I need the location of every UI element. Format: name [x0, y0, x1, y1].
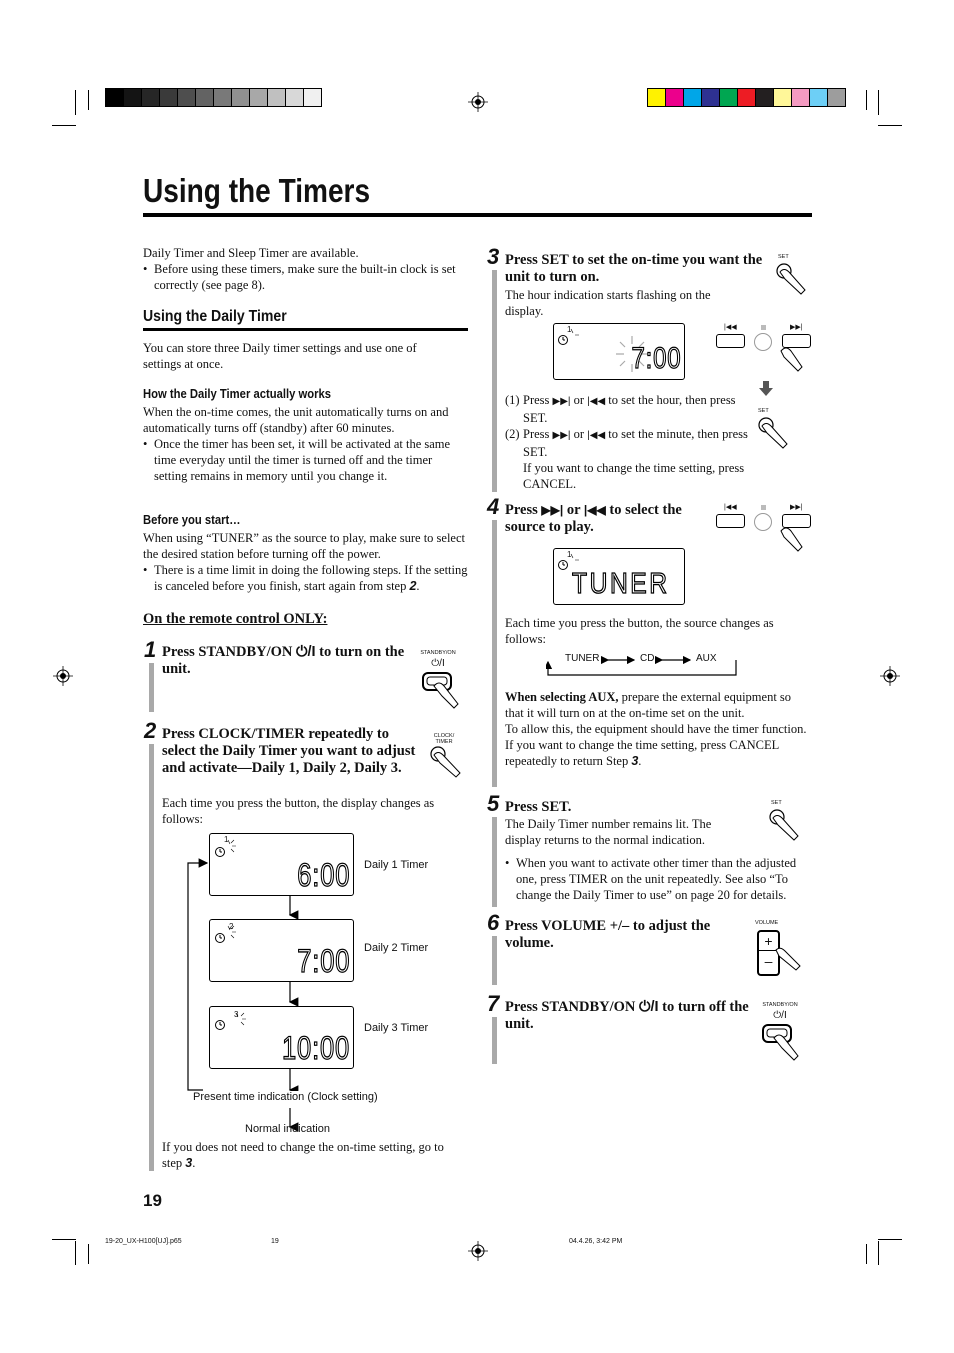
calibration-swatch — [160, 89, 177, 106]
calibration-swatch — [214, 89, 231, 106]
registration-target-icon — [468, 1241, 488, 1261]
display-label-daily-2: Daily 2 Timer — [364, 942, 429, 954]
step-7-title: Press STANDBY/ON ⏻/I to turn off the unit. — [505, 999, 749, 1032]
footer-filename: 19-20_UX-H100[UJ].p65 — [105, 1238, 182, 1245]
hand-press-icon — [772, 261, 808, 297]
calibration-swatch — [792, 89, 809, 106]
standby-on-button[interactable]: STANDBY/ON ⏻/I — [756, 1002, 804, 1064]
volume-button[interactable]: VOLUME + – — [752, 920, 804, 976]
standby-on-button[interactable]: STANDBY/ON ⏻/I — [414, 650, 462, 712]
title-rule — [143, 213, 812, 217]
how-it-works-bullet: • Once the timer has been set, it will be activated at the same time everyday until the timer is turned off and the timer setting remains in memory until you change it. — [143, 436, 468, 484]
previous-button[interactable] — [716, 334, 745, 348]
section-rule — [143, 328, 468, 331]
step-7-bar — [492, 1017, 497, 1064]
calibration-swatch — [286, 89, 303, 106]
lcd-display-daily-2: 2 7:00 — [209, 919, 354, 982]
step-3-text: The hour indication starts flashing on the display. — [505, 288, 711, 318]
skip-buttons-illustration: |◀◀ ▶▶| — [716, 505, 812, 555]
hand-press-icon — [778, 523, 812, 555]
skip-buttons-illustration: |◀◀ ▶▶| — [716, 325, 812, 375]
calibration-swatch — [106, 89, 123, 106]
calibration-swatch — [810, 89, 827, 106]
flow-item-aux: AUX — [696, 653, 717, 664]
hand-press-icon — [756, 1022, 804, 1062]
registration-target-icon — [468, 92, 488, 112]
hand-press-icon — [424, 745, 464, 779]
step-4-title: Press ▶▶| or |◀◀ to select the source to play. — [505, 502, 682, 535]
set-button[interactable]: SET — [756, 408, 792, 450]
center-button[interactable] — [754, 333, 772, 351]
calibration-swatch — [268, 89, 285, 106]
hand-press-icon — [414, 670, 462, 710]
volume-minus-icon: – — [764, 953, 773, 969]
calibration-swatch — [232, 89, 249, 106]
registration-target-icon — [53, 666, 73, 686]
step-5-title: Press SET. — [505, 799, 572, 815]
hand-press-icon — [756, 415, 792, 451]
display-label-daily-3: Daily 3 Timer — [364, 1022, 429, 1034]
step-4-number: 4 — [487, 494, 500, 519]
hand-press-icon — [774, 946, 804, 974]
calibration-swatch — [702, 89, 719, 106]
lcd-display-daily-1: 1 6:00 — [209, 833, 354, 896]
page-title: Using the Timers — [143, 172, 371, 209]
previous-button[interactable] — [716, 514, 745, 528]
flow-item-tuner: TUNER — [565, 653, 600, 664]
calibration-swatch — [738, 89, 755, 106]
hand-press-icon — [778, 343, 812, 375]
page-number: 19 — [143, 1191, 162, 1210]
calibration-swatch — [196, 89, 213, 106]
intro-text: Daily Timer and Sleep Timer are available. — [143, 246, 359, 260]
step-1-bar — [149, 663, 154, 712]
calibration-swatch — [774, 89, 791, 106]
normal-indication-label: Normal indication — [245, 1123, 330, 1135]
step-4-text: Each time you press the button, the source changes as follows: — [505, 616, 774, 646]
calibration-swatch — [124, 89, 141, 106]
step-6-title: Press VOLUME +/– to adjust the volume. — [505, 918, 711, 951]
registration-target-icon — [880, 666, 900, 686]
calibration-swatch — [304, 89, 321, 106]
flow-item-cd: CD — [640, 653, 655, 664]
how-it-works-text: When the on-time comes, the unit automatically turns on and automatically turns off (standby) after 60 minutes. — [143, 405, 449, 435]
source-cycle-diagram — [546, 652, 740, 680]
step-3-title: Press SET to set the on-time you want the unit to turn on. — [505, 252, 763, 285]
set-button[interactable]: SET — [772, 254, 808, 296]
calibration-swatch — [666, 89, 683, 106]
remote-only-heading: On the remote control ONLY: — [143, 611, 328, 627]
step-4-aux-note: When selecting AUX, prepare the external equipment so that it will turn on at the on-time set on the unit. To allow this, the equipment should have the timer function. If you want to change the time setting, press CANCEL repeatedly to return Step 3. — [505, 690, 807, 768]
section-heading-daily-timer: Using the Daily Timer — [143, 308, 287, 325]
step-3-number: 3 — [487, 244, 500, 269]
down-arrow-icon — [759, 381, 773, 397]
step-2-number: 2 — [144, 718, 157, 743]
intro-bullet: • Before using these timers, make sure the built-in clock is set correctly (see page 8). — [143, 261, 468, 293]
step-4-bar — [492, 520, 497, 787]
step-2-bar — [149, 744, 154, 1171]
lcd-display-step-3: 1 7:00 — [553, 323, 685, 380]
calibration-swatch — [720, 89, 737, 106]
before-you-start-bullet: • There is a time limit in doing the following steps. If the setting is canceled before you finish, start again from step 2. — [143, 562, 468, 594]
daily-timer-intro: You can store three Daily timer settings and use one of settings at once. — [143, 341, 417, 371]
set-button[interactable]: SET — [767, 800, 803, 842]
lcd-time: 6:00 — [296, 857, 350, 893]
step-3-substeps: (1) Press ▶▶| or |◀◀ to set the hour, then press SET. (2) Press ▶▶| or |◀◀ to set the minute, then press SET. If you want to change the time setting, press CANCEL. — [505, 393, 748, 491]
calibration-swatch — [756, 89, 773, 106]
lcd-time: 10:00 — [281, 1030, 350, 1066]
step-2-footer: If you does not need to change the on-time setting, go to step 3. — [162, 1140, 444, 1170]
calibration-swatch — [828, 89, 845, 106]
volume-plus-icon: + — [759, 932, 778, 951]
step-7-number: 7 — [487, 991, 500, 1016]
step-5-text: The Daily Timer number remains lit. The display returns to the normal indication. — [505, 817, 712, 847]
present-time-label: Present time indication (Clock setting) — [193, 1091, 378, 1103]
calibration-swatch — [684, 89, 701, 106]
lcd-display-daily-3: 3 10:00 — [209, 1006, 354, 1069]
lcd-time: 7:00 — [631, 342, 681, 375]
footer-page: 19 — [271, 1238, 279, 1245]
calibration-swatch — [178, 89, 195, 106]
step-5-bullet: • When you want to activate other timer than the adjusted one, press TIMER on the unit repeatedly. See also “To change the Daily Timer to use” on page 20 for details. — [505, 855, 809, 903]
step-1-title: Press STANDBY/ON ⏻/I to turn on the unit. — [162, 644, 405, 677]
before-you-start-text: When using “TUNER” as the source to play, make sure to select the desired station before turning off the power. — [143, 531, 466, 561]
step-2-title: Press CLOCK/TIMER repeatedly to select the Daily Timer you want to adjust and activate—Daily 1, Daily 2, Daily 3. — [162, 726, 416, 776]
lcd-source-text: TUNER — [572, 568, 670, 600]
lcd-time: 7:00 — [296, 943, 350, 979]
lcd-display-step-4: 1 TUNER — [553, 548, 685, 605]
calibration-swatch — [648, 89, 665, 106]
calibration-swatch — [250, 89, 267, 106]
display-label-daily-1: Daily 1 Timer — [364, 859, 429, 871]
step-6-number: 6 — [487, 910, 500, 935]
step-2-text: Each time you press the button, the display changes as follows: — [162, 796, 435, 826]
subheading-how-it-works: How the Daily Timer actually works — [143, 387, 331, 401]
clock-timer-button[interactable]: CLOCK/ TIMER — [424, 733, 464, 779]
calibration-swatch — [142, 89, 159, 106]
step-3-bar — [492, 270, 497, 492]
subheading-before-you-start: Before you start… — [143, 513, 241, 527]
step-1-number: 1 — [144, 637, 157, 662]
center-button[interactable] — [754, 513, 772, 531]
step-5-bar — [492, 817, 497, 907]
step-5-number: 5 — [487, 791, 500, 816]
step-6-bar — [492, 936, 497, 985]
footer-timestamp: 04.4.26, 3:42 PM — [569, 1238, 623, 1245]
hand-press-icon — [767, 807, 803, 843]
